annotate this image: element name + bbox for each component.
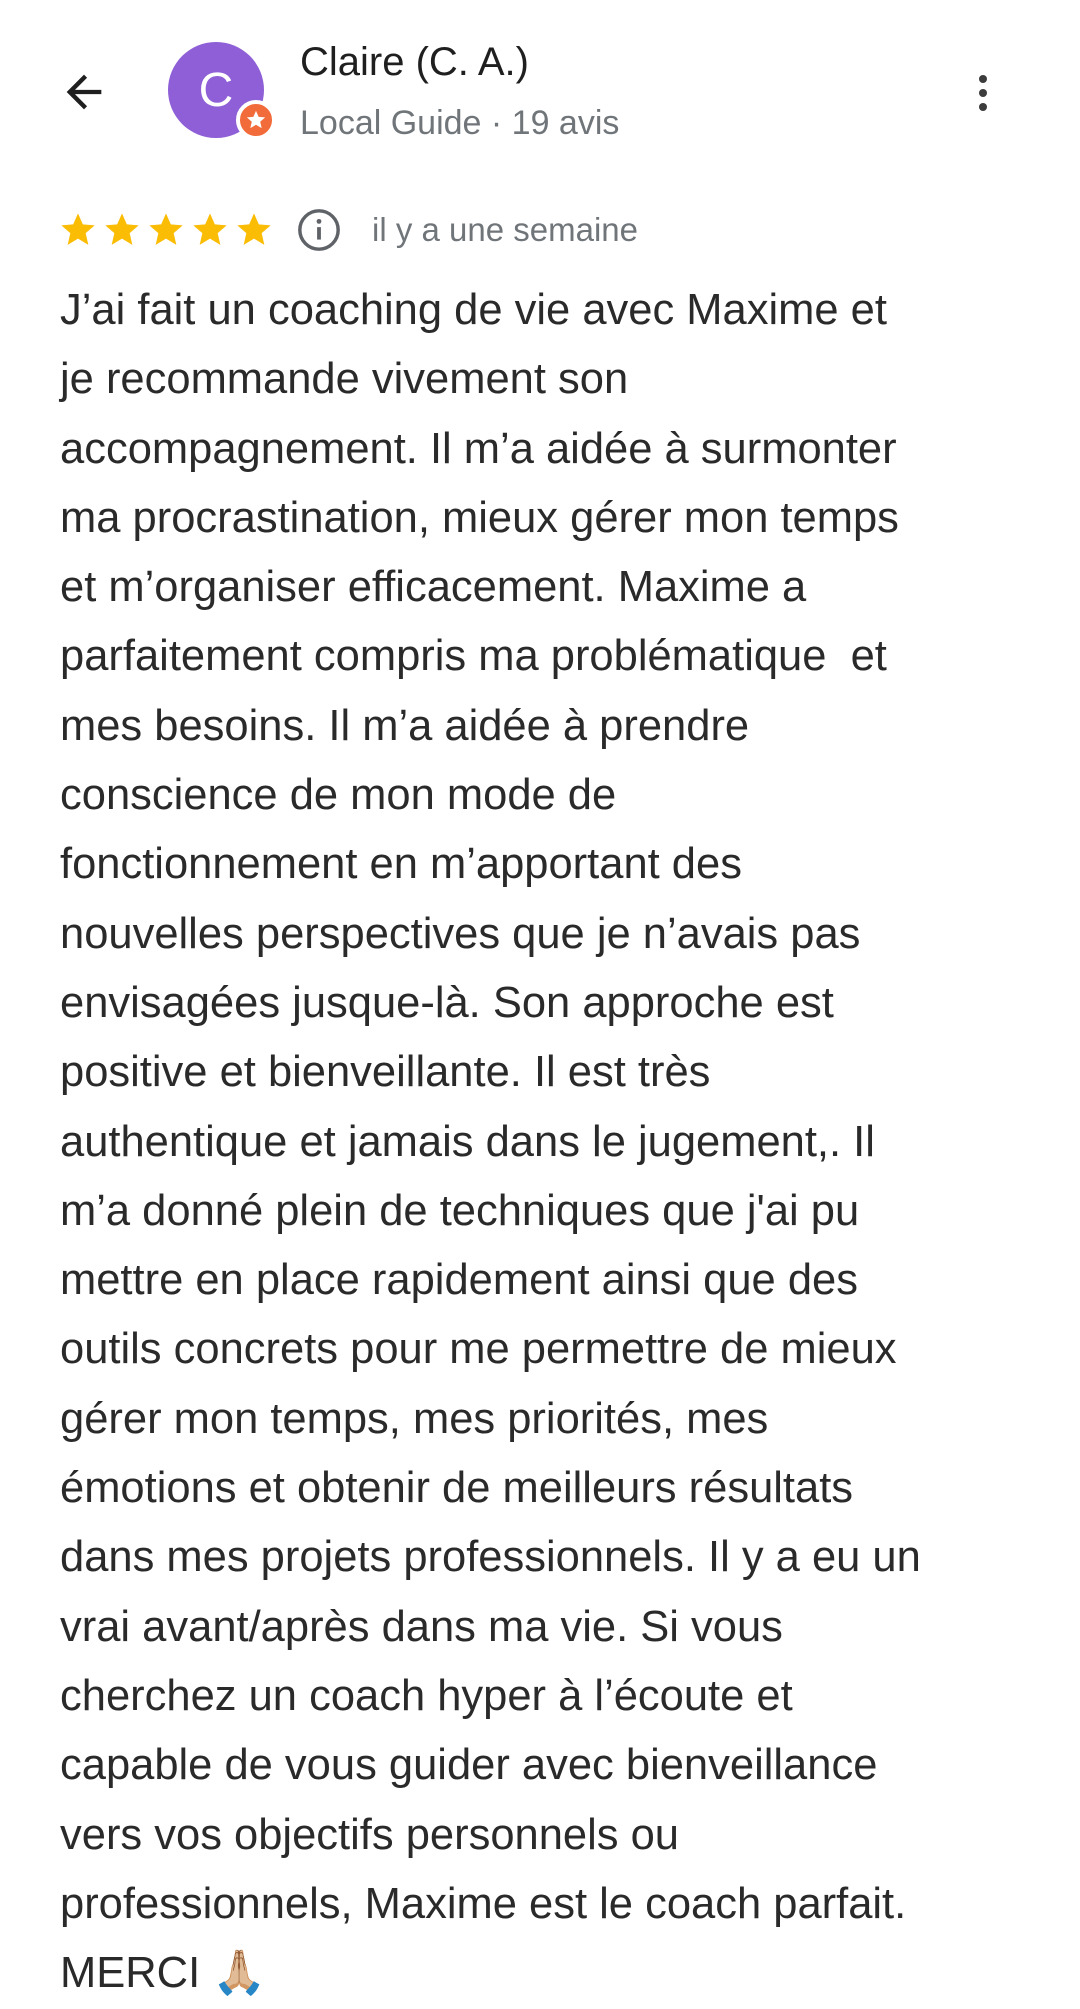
more-options-button[interactable] [950, 60, 1016, 126]
review-header [0, 0, 1080, 170]
rating-row [58, 204, 638, 256]
reviewer-meta: Local Guide · 19 avis [300, 104, 620, 142]
avatar-initial: C [198, 63, 234, 117]
local-guide-star-icon [245, 109, 267, 131]
info-button[interactable] [296, 207, 342, 253]
reviewer-name[interactable]: Claire (C. A.) [300, 40, 529, 84]
info-icon [296, 207, 342, 253]
more-vertical-icon [959, 69, 1007, 117]
star-icon [190, 210, 230, 250]
review-text: J’ai fait un coaching de vie avec Maxime et je recommande vivement son accompagnement. Il m’a aidée à surmonter ma procrastination, mieux gérer mon temps et m’organiser efficacement. Maxime a parfaitement compris ma problématique et mes besoins. Il m’a aidée à prendre conscience de mon mode de fonctionnement en m’apportant des nouvelles perspectives que je n’avais pas envisagées jusque-là. Son approche est positive et bienveillante. Il est très authentique et jamais dans le jugement,. Il m’a donné plein de techniques que j'ai pu mettre en place rapidement ainsi que des outils concrets pour me permettre de mieux gérer mon temps, mes priorités, mes émotions et obtenir de meilleurs résultats dans mes projets professionnels. Il y a eu un vrai avant/après dans ma vie. Si vous cherchez un coach hyper à l’écoute et capable de vous guider avec bienveillance vers vos objectifs personnels ou professionnels, Maxime est le coach parfait. MERCI 🙏🏼 [60, 286, 921, 1998]
back-button[interactable] [48, 56, 120, 128]
star-icon [102, 210, 142, 250]
star-icon [58, 210, 98, 250]
arrow-left-icon [58, 66, 110, 118]
review-date: il y a une semaine [372, 211, 638, 248]
star-icon [146, 210, 186, 250]
star-rating [58, 210, 278, 250]
star-icon [234, 210, 274, 250]
local-guide-badge [236, 100, 276, 140]
